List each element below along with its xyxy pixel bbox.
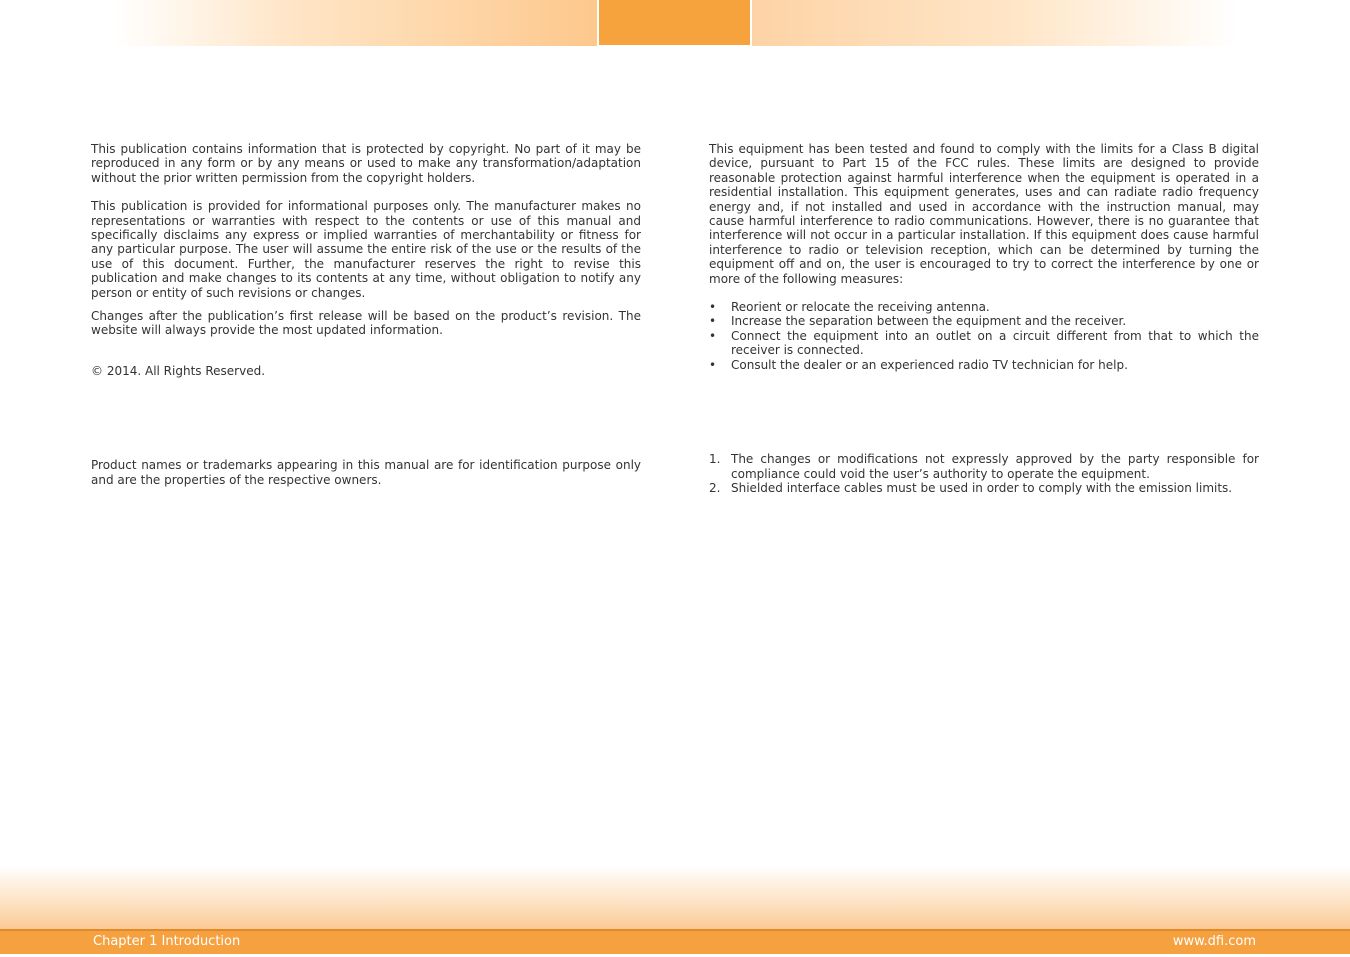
list-item: [709, 481, 1259, 495]
fcc-measures-list: [709, 300, 1259, 372]
footer-chapter: Chapter 1 Introduction: [93, 934, 241, 949]
list-text: The changes or modifications not expressly approved by the party responsible for compliance could void the user’s authority to operate the equipment.: [731, 452, 1259, 481]
header-tab: [599, 0, 750, 45]
list-number: 2.: [709, 480, 721, 495]
revision-note: Changes after the publication’s first release will be based on the product’s revision. The website will always provide the most updated information.: [91, 309, 641, 338]
list-item: • Reorient or relocate the receiving antenna.: [709, 300, 1259, 314]
fcc-statement: This equipment has been tested and found to comply with the limits for a Class B digital device, pursuant to Part 15 of the FCC rules. These limits are designed to provide reasonable protection against harmful interference when the equipment is operated in a residential installation. This equipment generates, uses and can radiate radio frequency energy and, if not installed and used in accordance with the instruction manual, may cause harmful interference to radio communications. However, there is no guarantee that interference will not occur in a particular installation. If this equipment does cause harmful interference to radio or television reception, which can be determined by turning the equipment off and on, the user is encouraged to try to correct the interference by one or more of the following measures:: [709, 142, 1259, 286]
list-item: • Consult the dealer or an experienced radio TV technician for help.: [709, 358, 1259, 372]
list-item: • Connect the equipment into an outlet on a circuit different from that to which the receiver is connected.: [709, 329, 1259, 358]
footer-gradient: [0, 866, 1350, 930]
rights-reserved: © 2014. All Rights Reserved.: [91, 363, 266, 378]
left-column: [91, 142, 641, 487]
right-column: [709, 142, 1259, 495]
header-gradient-right: [752, 0, 1237, 46]
list-number: 1.: [709, 452, 721, 467]
footer-website: www.dfi.com: [1172, 934, 1256, 949]
trademarks-paragraph: Product names or trademarks appearing in this manual are for identification purpose only and are the properties of the respective owners.: [91, 458, 641, 487]
list-item: [709, 452, 1259, 481]
fcc-notices-list: [709, 452, 1259, 495]
copyright-notice: This publication contains information that is protected by copyright. No part of it may be reproduced in any form or by any means or used to make any transformation/adaptation without the prior written permission from the copyright holders.: [91, 142, 641, 185]
list-item: • Increase the separation between the equipment and the receiver.: [709, 314, 1259, 328]
list-text: Shielded interface cables must be used in order to comply with the emission limits.: [731, 480, 1233, 495]
disclaimer-paragraph: This publication is provided for informational purposes only. The manufacturer makes no representations or warranties with respect to the contents or use of this manual and specifically disclaims any express or implied warranties of merchantability or fitness for any particular purpose. The user will assume the entire risk of the use or the results of the use of this document. Further, the manufacturer reserves the right to revise this publication and make changes to its contents at any time, without obligation to notify any person or entity of such revisions or changes.: [91, 199, 641, 300]
header-gradient-left: [115, 0, 597, 46]
